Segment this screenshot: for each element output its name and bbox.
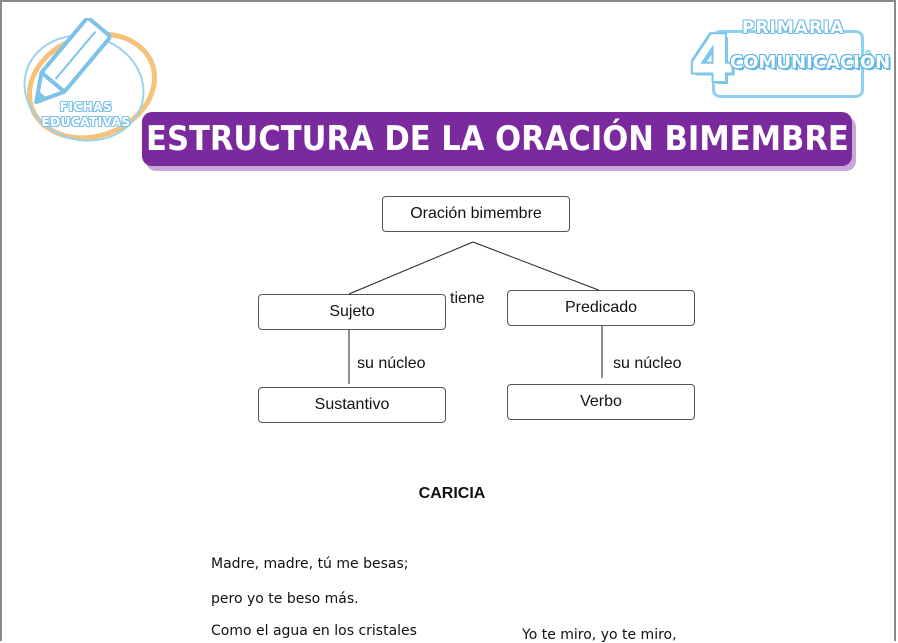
- logo-grade: 4: [690, 23, 735, 97]
- node-noun: Sustantivo: [258, 387, 446, 423]
- logo-left-line2: EDUCATIVAS: [41, 115, 131, 129]
- connector-root-left: [349, 242, 473, 294]
- node-predicate: Predicado: [507, 290, 695, 326]
- poem-line: pero yo te beso más.: [211, 591, 359, 607]
- logo-subject: COMUNICACIÓN: [730, 52, 891, 73]
- logo-level: PRIMARIA: [742, 18, 845, 38]
- poem-line: Yo te miro, yo te miro,: [522, 627, 677, 643]
- logo-left-line1: FICHAS: [59, 100, 113, 114]
- poem-title: CARICIA: [418, 485, 486, 502]
- node-verb: Verbo: [507, 384, 695, 420]
- page-title: ESTRUCTURA DE LA ORACIÓN BIMEMBRE: [145, 119, 849, 159]
- node-subject: Sujeto: [258, 294, 446, 330]
- poem-line: Madre, madre, tú me besas;: [211, 556, 409, 572]
- label-relation: tiene: [450, 290, 485, 307]
- node-root: Oración bimembre: [382, 196, 570, 232]
- label-predicate-nucleus: su núcleo: [613, 355, 682, 372]
- connector-root-right: [473, 242, 601, 291]
- label-subject-nucleus: su núcleo: [357, 355, 426, 372]
- poem-line: Como el agua en los cristales: [211, 623, 417, 639]
